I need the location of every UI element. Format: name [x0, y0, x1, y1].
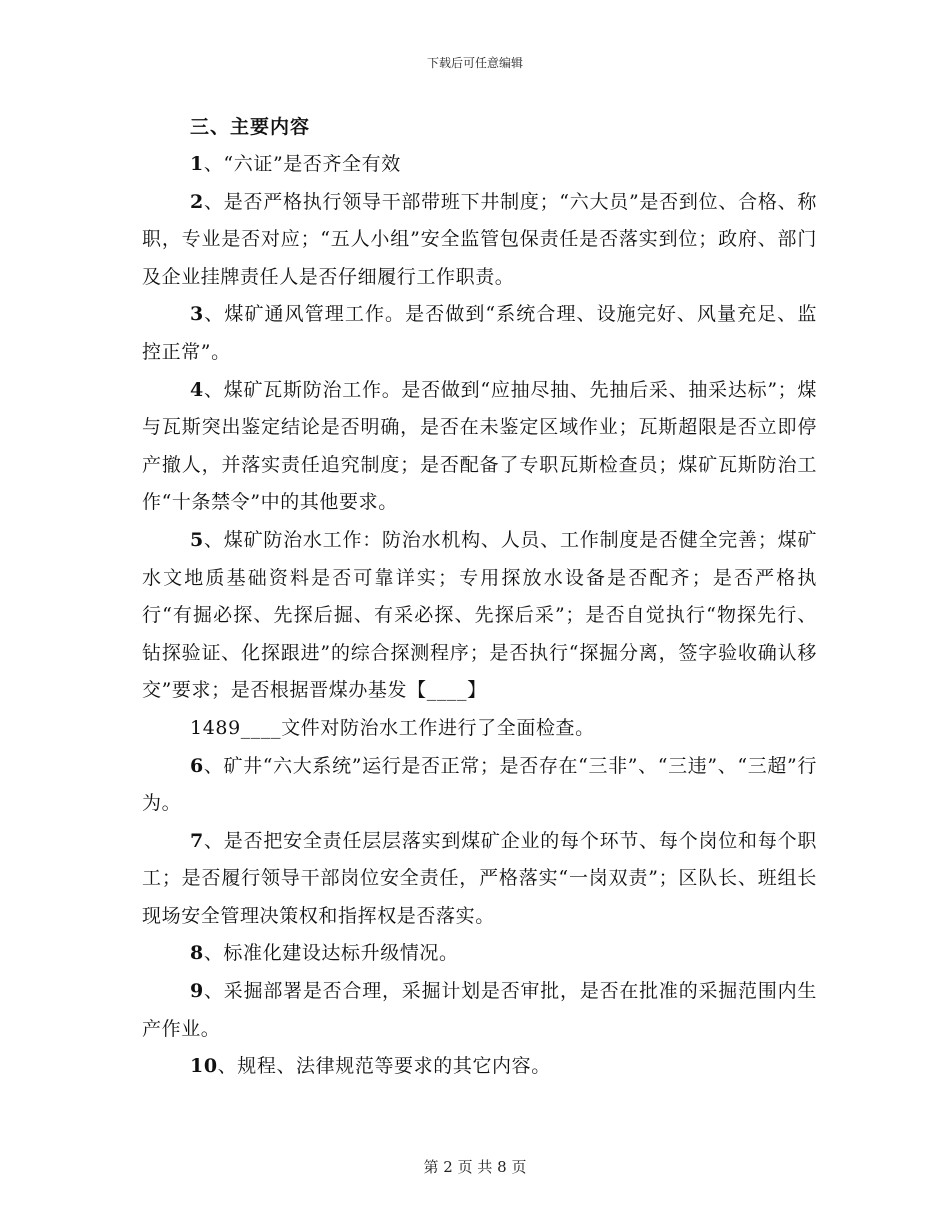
list-item-9 — [142, 973, 817, 1048]
item-text: 、标准化建设达标升级情况。 — [203, 942, 459, 965]
document-body — [142, 108, 817, 1086]
item-text: 、“六证”是否齐全有效 — [203, 153, 401, 175]
item-number: 9 — [190, 980, 204, 1003]
list-item-6 — [142, 748, 817, 823]
item-text: 、是否把安全责任层层落实到煤矿企业的每个环节、每个岗位和每个职工；是否履行领导干部岗位安全责任，严格落实“一岗双责”；区队长、班组长现场安全管理决策权和指挥权是否落实。 — [142, 829, 817, 927]
item-number: 1 — [190, 153, 204, 175]
item-text: 、煤矿瓦斯防治工作。是否做到“应抽尽抽、先抽后采、抽采达标”；煤与瓦斯突出鉴定结论是否明确，是否在未鉴定区域作业；瓦斯超限是否立即停产撤人，并落实责任追究制度；是否配备了专职瓦斯检查员；煤矿瓦斯防治工作“十条禁令”中的其他要求。 — [142, 378, 817, 514]
page-footer: 第 2 页 共 8 页 — [423, 1158, 527, 1176]
list-item-8 — [142, 935, 817, 973]
item-text: 、煤矿防治水工作：防治水机构、人员、工作制度是否健全完善；煤矿水文地质基础资料是否可靠详实；专用探放水设备是否配齐；是否严格执行“有掘必探、先探后掘、有采必探、先探后采”；是否自觉执行“物探先行、钻探验证、化探跟进”的综合探测程序；是否执行“探掘分离，签字验收确认移交”要求；是否根据晋煤办基发【____】 — [142, 528, 817, 702]
list-item-7 — [142, 823, 817, 936]
item-text: 、煤矿通风管理工作。是否做到“系统合理、设施完好、风量充足、监控正常”。 — [142, 303, 817, 363]
item-number: 5 — [190, 528, 204, 551]
item-text: 、矿井“六大系统”运行是否正常；是否存在“三非”、“三违”、“三超”行为。 — [142, 754, 817, 815]
section-title: 三、主要内容 — [190, 116, 311, 138]
list-item-10 — [142, 1048, 817, 1086]
item-text: 、采掘部署是否合理，采掘计划是否审批，是否在批准的采掘范围内生产作业。 — [142, 980, 817, 1040]
item-number: 7 — [190, 829, 204, 852]
item-number: 6 — [190, 754, 204, 777]
list-item-3 — [142, 296, 817, 371]
list-item-4 — [142, 372, 817, 522]
page-header: 下载后可任意编辑 — [426, 56, 523, 70]
list-item-1 — [142, 146, 817, 184]
item-number: 3 — [190, 303, 204, 326]
item-text: 、是否严格执行领导干部带班下井制度；“六大员”是否到位、合格、称职，专业是否对应；“五人小组”安全监管包保责任是否落实到位；政府、部门及企业挂牌责任人是否仔细履行工作职责。 — [142, 190, 817, 288]
item-number: 2 — [190, 190, 204, 213]
item-number: 10 — [190, 1055, 218, 1078]
list-item-5 — [142, 522, 817, 710]
item-text: 、规程、法律规范等要求的其它内容。 — [217, 1055, 551, 1078]
list-item-5-continuation — [142, 710, 817, 748]
item-number: 4 — [190, 378, 204, 401]
list-item-2 — [142, 184, 817, 297]
item-number: 8 — [190, 942, 204, 965]
item-text: 1489____文件对防治水工作进行了全面检查。 — [190, 716, 595, 739]
